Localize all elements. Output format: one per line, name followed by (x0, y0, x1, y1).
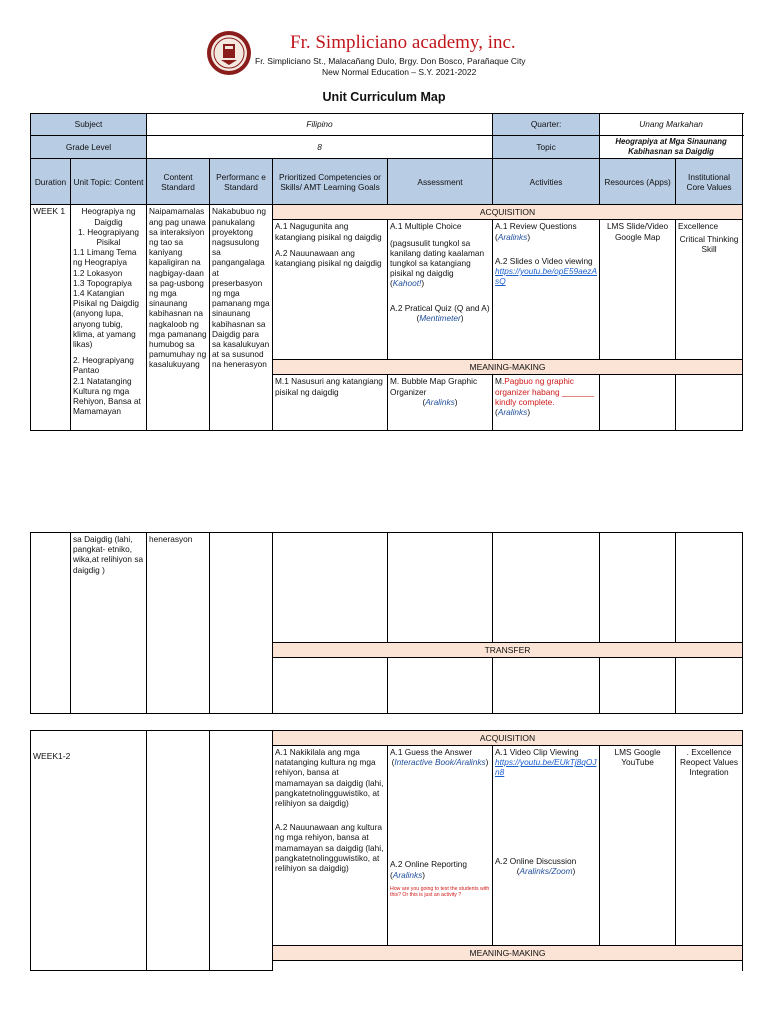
assess-a1-desc-text: (pagsusulit tungkol sa kanilang dating kaalaman tungkol sa katangiang pisikal ng daigdig ( (390, 237, 485, 289)
school-name: Fr. Simpliciano academy, inc. (290, 32, 516, 53)
curriculum-table-week1-continued (30, 532, 743, 714)
transfer-comp (273, 658, 388, 714)
act-a1-text: A.1 Review Questions ( (495, 221, 577, 242)
section-acquisition-2: ACQUISITION (273, 731, 743, 746)
curriculum-table-week1 (30, 113, 743, 431)
mm-act-prefix: M. (495, 376, 505, 387)
week2-assess-a1: A.1 Guess the Answer (390, 747, 473, 757)
w2-assess-a1-close: ) (485, 757, 489, 768)
week1-competencies (273, 220, 388, 360)
col-activities: Activities (493, 159, 600, 205)
week1-assessment (388, 220, 493, 360)
col-content-standard: Content Standard (147, 159, 210, 205)
aralinks-zoom-app: Aralinks/Zoom (519, 865, 573, 876)
cont-duration (31, 533, 71, 714)
week1-mm-competency: M.1 Nasusuri ang katangiang pisikal ng daigdig (273, 375, 388, 431)
transfer-values (676, 658, 743, 714)
mm-assess-open: ( (422, 396, 426, 407)
mm-act-close: ) (527, 407, 531, 418)
week1-resources: LMS Slide/Video Google Map (600, 220, 676, 360)
subject-label: Subject (31, 114, 147, 136)
assess-a2-open: ( (416, 312, 420, 323)
week2-comp-a2: A.2 Nauunawaan ang kultura ng mga rehiyon, bansa at mamamayan sa daigdig (lahi, pangkatetnolingguwistiko, at relihiyon sa daigdig) (275, 822, 384, 874)
assess-a2-close: ) (460, 312, 464, 323)
mentimeter-app: Mentimeter (419, 312, 461, 323)
week2-content-standard (147, 731, 210, 971)
week2-mm-row (273, 961, 743, 971)
week1-assess-a2: A.2 Pratical Quiz (Q and A) (390, 302, 490, 313)
w2-assess-a2-open: ( (390, 869, 393, 880)
grade-value: 8 (147, 136, 493, 159)
video-link[interactable]: https://youtu.be/opE59aezAsQ (495, 266, 597, 287)
week2-competencies (273, 746, 388, 946)
cont-topic: sa Daigdig (lahi, pangkat- etniko, wika,at relihiyon sa daigdig ) (71, 533, 147, 714)
mm-act-red-text: Pagbuo ng graphic organizer habang _______ kindly complete. (495, 376, 595, 407)
week2-act-a2: A.2 Online Discussion (495, 855, 577, 866)
week1-activities (493, 220, 600, 360)
week1-mm-resources (600, 375, 676, 431)
week1-core-values (676, 220, 743, 360)
cont-act (493, 533, 600, 643)
week2-core-values: . Excellence Reopect Values Integration (676, 746, 743, 946)
school-year: New Normal Education – S.Y. 2021-2022 (322, 67, 477, 77)
section-acquisition: ACQUISITION (273, 205, 743, 220)
week1-content-standard: Naipamamalas ang pag unawa sa interaksiyon ng tao sa kaniyang kapaligiran na nagbigay-daan sa pag-usbong ng mga sinaunang kabihasnan na nagkaloob ng mga pamanang humubog sa pamumuhay ng kasalukuyang (147, 205, 210, 431)
week1-performance-standard: Nakabubuo ng panukalang proyektong nagsusulong sa pangangalaga at preserbasyon ng mga pamanang mga sinaunang kabihasnan sa Daigdig para sa kasalukuyan at sa susunod na henerasyon (210, 205, 273, 431)
transfer-res (600, 658, 676, 714)
mm-assess-close: ) (454, 396, 458, 407)
week2-assess-a2: A.2 Online Reporting (390, 859, 468, 870)
interactive-book-app: Interactive Book/Aralinks (394, 757, 486, 768)
week2-comp-a1: A.1 Nakikilala ang mga natatanging kultura ng mga rehiyon, bansa at mamamayan sa daigdig (lahi, pangkatetnolingguwistiko, at relihiyon sa daigdig) (275, 747, 384, 809)
value-excellence: Excellence (678, 221, 719, 232)
section-meaning-making-2: MEANING-MAKING (273, 946, 743, 961)
cont-comp (273, 533, 388, 643)
col-competencies: Prioritized Competencies or Skills/ AMT Learning Goals (273, 159, 388, 205)
kahoot-app: Kahoot! (392, 278, 422, 289)
col-core-values: Institutional Core Values (676, 159, 743, 205)
document-title: Unit Curriculum Map (322, 90, 446, 104)
week2-duration: WEEK1-2 (31, 731, 147, 971)
week1-mm-activities (493, 375, 600, 431)
week1-topic-subtitle: 1. Heograpiyang Pisikal (78, 226, 139, 248)
cont-content-standard: henerasyon (147, 533, 210, 714)
week2-assessment (388, 746, 493, 946)
cont-values (676, 533, 743, 643)
week1-mm-values (676, 375, 743, 431)
w2-act-a2-close: ) (572, 865, 576, 876)
mm-assess-text: M. Bubble Map Graphic Organizer (390, 376, 478, 397)
week2-performance-standard (210, 731, 273, 971)
col-resources: Resources (Apps) (600, 159, 676, 205)
col-assessment: Assessment (388, 159, 493, 205)
aralinks-app-2: Aralinks (425, 396, 455, 407)
week1-comp-a2: A.2 Nauunawaan ang katangiang pisikal ng daigdig (275, 247, 382, 269)
assess-a1-end: ) (421, 278, 425, 289)
review-comment: How are you going to test the students with this? Or this is just an activity ? (390, 885, 490, 899)
w2-act-a2-open: ( (516, 865, 520, 876)
col-performance-standard: Performanc e Standard (210, 159, 273, 205)
cont-performance-standard (210, 533, 273, 714)
section-meaning-making: MEANING-MAKING (273, 360, 743, 375)
section-transfer: TRANSFER (273, 643, 743, 658)
col-unit-topic: Unit Topic: Content (71, 159, 147, 205)
week1-assess-a1: A.1 Multiple Choice (390, 221, 462, 232)
w2-assess-a2-close: ) (422, 869, 426, 880)
act-a1-end: ) (527, 231, 531, 242)
mm-act-open: ( (495, 407, 498, 418)
school-seal-icon (206, 30, 252, 76)
quarter-value: Unang Markahan (600, 114, 743, 136)
week1-topic-list2: 2. Heograpiyang Pantao 2.1 Natatanging Kultura ng mga Rehiyon, Bansa at Mamamayan (73, 355, 141, 417)
transfer-act (493, 658, 600, 714)
aralinks-app-4: Aralinks (392, 869, 423, 880)
aralinks-app: Aralinks (497, 231, 528, 242)
school-address: Fr. Simpliciano St., Malacañang Dulo, Brgy. Don Bosco, Parañaque City (255, 56, 526, 66)
aralinks-app-3: Aralinks (497, 407, 528, 418)
value-critical-thinking: Critical Thinking Skill (679, 233, 739, 254)
week1-topic-list: 1.1 Limang Tema ng Heograpiya 1.2 Lokasyon 1.3 Topograpiya 1.4 Katangian Pisikal ng Daigdig (anyong lupa, anyong tubig, klima, at yamang likas) (73, 247, 139, 350)
week2-resources: LMS Google YouTube (600, 746, 676, 946)
week1-duration: WEEK 1 (31, 205, 71, 431)
col-duration: Duration (31, 159, 71, 205)
week1-topic-title: Heograpiya ng Daigdig (81, 206, 136, 227)
week1-comp-a1: A.1 Nagugunita ang katangiang pisikal ng daigdig (275, 221, 382, 242)
transfer-assess (388, 658, 493, 714)
week1-unit-topic (71, 205, 147, 431)
week2-act-a1: A.1 Video Clip Viewing (495, 747, 579, 757)
cont-assess (388, 533, 493, 643)
week1-mm-assessment (388, 375, 493, 431)
w2-assess-a1-open: ( (391, 757, 395, 768)
cont-res (600, 533, 676, 643)
video-clip-link[interactable]: https://youtu.be/EUkTj8qOJn8 (495, 757, 597, 778)
grade-label: Grade Level (31, 136, 147, 159)
week2-activities (493, 746, 600, 946)
curriculum-table-week1-2 (30, 730, 743, 971)
week1-act-a2: A.2 Slides o Video viewing (495, 255, 593, 266)
topic-label: Topic (493, 136, 600, 159)
week1-assess-a1-desc (390, 238, 490, 289)
subject-value: Filipino (147, 114, 493, 136)
week1-act-a1 (495, 221, 597, 241)
topic-value: Heograpiya at Mga Sinaunang Kabihasnan sa Daigdig (600, 136, 743, 159)
quarter-label: Quarter: (493, 114, 600, 136)
